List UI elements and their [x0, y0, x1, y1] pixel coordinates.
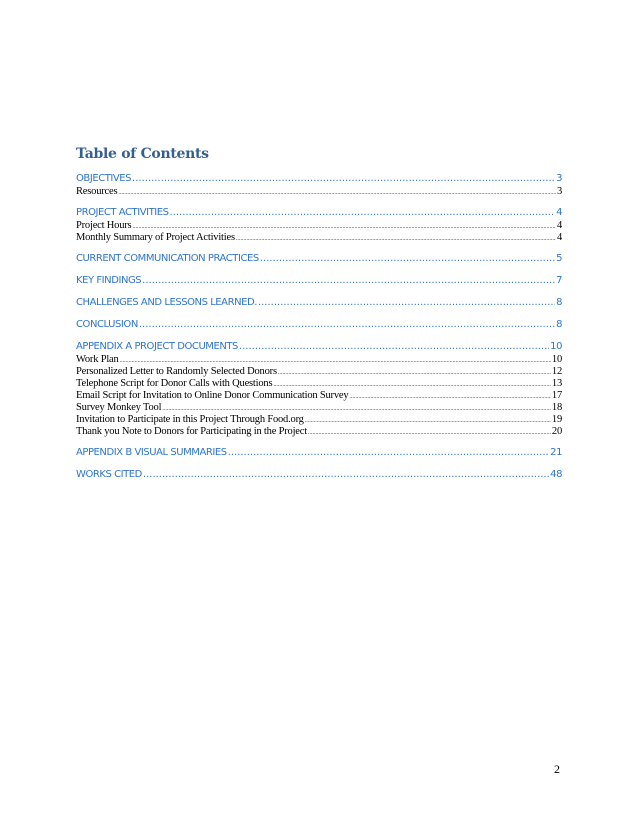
- toc-entry-label: KEY FINDINGS: [76, 275, 142, 286]
- toc-subentry[interactable]: [76, 378, 562, 390]
- toc-entry-label: OBJECTIVES: [76, 173, 132, 184]
- section-gap: [76, 438, 562, 446]
- toc-subentry[interactable]: [76, 414, 562, 426]
- toc-entry-page: 3: [556, 186, 562, 197]
- dot-leader: [239, 340, 549, 354]
- toc-heading-entry[interactable]: [76, 206, 562, 220]
- toc-heading-entry[interactable]: [76, 252, 562, 266]
- dot-leader: [273, 378, 551, 390]
- dot-leader: [170, 206, 556, 220]
- section-gap: [76, 244, 562, 252]
- toc-entry-label: PROJECT ACTIVITIES: [76, 207, 169, 218]
- toc-title: Table of Contents: [76, 146, 209, 162]
- toc-entry-label: Resources: [76, 186, 118, 197]
- toc-entry-page: 20: [551, 426, 562, 437]
- dot-leader: [305, 414, 551, 426]
- toc-heading-entry[interactable]: [76, 340, 562, 354]
- dot-leader: [278, 366, 551, 378]
- dot-leader: [349, 390, 550, 402]
- dot-leader: [143, 468, 549, 482]
- toc-entry-page: 8: [556, 297, 562, 308]
- toc-subentry[interactable]: [76, 366, 562, 378]
- dot-leader: [132, 172, 555, 186]
- dot-leader: [260, 252, 555, 266]
- table-of-contents: [76, 172, 562, 482]
- dot-leader: [132, 220, 556, 232]
- toc-subentry[interactable]: [76, 390, 562, 402]
- section-gap: [76, 310, 562, 318]
- toc-entry-label: Email Script for Invitation to Online Donor Communication Survey: [76, 390, 349, 401]
- toc-heading-entry[interactable]: [76, 296, 562, 310]
- dot-leader: [308, 426, 551, 438]
- toc-subentry[interactable]: [76, 186, 562, 198]
- toc-entry-label: Monthly Summary of Project Activities: [76, 232, 235, 243]
- toc-heading-entry[interactable]: [76, 318, 562, 332]
- toc-entry-label: CONCLUSION: [76, 319, 138, 330]
- dot-leader: [142, 274, 555, 288]
- toc-entry-page: 10: [551, 354, 562, 365]
- toc-entry-page: 7: [556, 275, 562, 286]
- toc-entry-page: 18: [551, 402, 562, 413]
- dot-leader: [139, 318, 555, 332]
- toc-heading-entry[interactable]: [76, 468, 562, 482]
- toc-subentry[interactable]: [76, 232, 562, 244]
- toc-entry-label: CHALLENGES AND LESSONS LEARNED.: [76, 297, 257, 308]
- toc-entry-page: 13: [551, 378, 562, 389]
- toc-entry-label: Invitation to Participate in this Project Through Food.org: [76, 414, 304, 425]
- toc-entry-page: 48: [550, 469, 562, 480]
- dot-leader: [228, 446, 550, 460]
- section-gap: [76, 288, 562, 296]
- toc-entry-page: 21: [550, 447, 562, 458]
- toc-entry-page: 4: [556, 207, 562, 218]
- toc-entry-page: 8: [556, 319, 562, 330]
- toc-entry-label: APPENDIX A PROJECT DOCUMENTS: [76, 341, 238, 352]
- toc-entry-label: APPENDIX B VISUAL SUMMARIES: [76, 447, 227, 458]
- toc-entry-page: 12: [551, 366, 562, 377]
- toc-entry-label: Survey Monkey Tool: [76, 402, 162, 413]
- toc-heading-entry[interactable]: [76, 446, 562, 460]
- toc-entry-label: Project Hours: [76, 220, 132, 231]
- dot-leader: [236, 232, 556, 244]
- toc-heading-entry[interactable]: [76, 274, 562, 288]
- toc-entry-label: WORKS CITED: [76, 469, 142, 480]
- toc-subentry[interactable]: [76, 354, 562, 366]
- dot-leader: [118, 186, 556, 198]
- toc-subentry[interactable]: [76, 426, 562, 438]
- section-gap: [76, 460, 562, 468]
- toc-entry-page: 19: [551, 414, 562, 425]
- section-gap: [76, 266, 562, 274]
- toc-entry-label: Thank you Note to Donors for Participating in the Project: [76, 426, 307, 437]
- toc-entry-page: 3: [556, 173, 562, 184]
- section-gap: [76, 332, 562, 340]
- toc-entry-label: CURRENT COMMUNICATION PRACTICES: [76, 253, 259, 264]
- toc-entry-page: 4: [556, 232, 562, 243]
- toc-entry-page: 5: [556, 253, 562, 264]
- toc-entry-page: 17: [551, 390, 562, 401]
- dot-leader: [120, 354, 551, 366]
- toc-entry-label: Telephone Script for Donor Calls with Questions: [76, 378, 273, 389]
- toc-entry-page: 4: [556, 220, 562, 231]
- page-number: 2: [554, 762, 560, 776]
- dot-leader: [258, 296, 555, 310]
- dot-leader: [162, 402, 551, 414]
- toc-subentry[interactable]: [76, 402, 562, 414]
- toc-entry-page: 10: [550, 341, 562, 352]
- section-gap: [76, 198, 562, 206]
- toc-subentry[interactable]: [76, 220, 562, 232]
- toc-entry-label: Personalized Letter to Randomly Selected Donors: [76, 366, 277, 377]
- toc-heading-entry[interactable]: [76, 172, 562, 186]
- toc-entry-label: Work Plan: [76, 354, 119, 365]
